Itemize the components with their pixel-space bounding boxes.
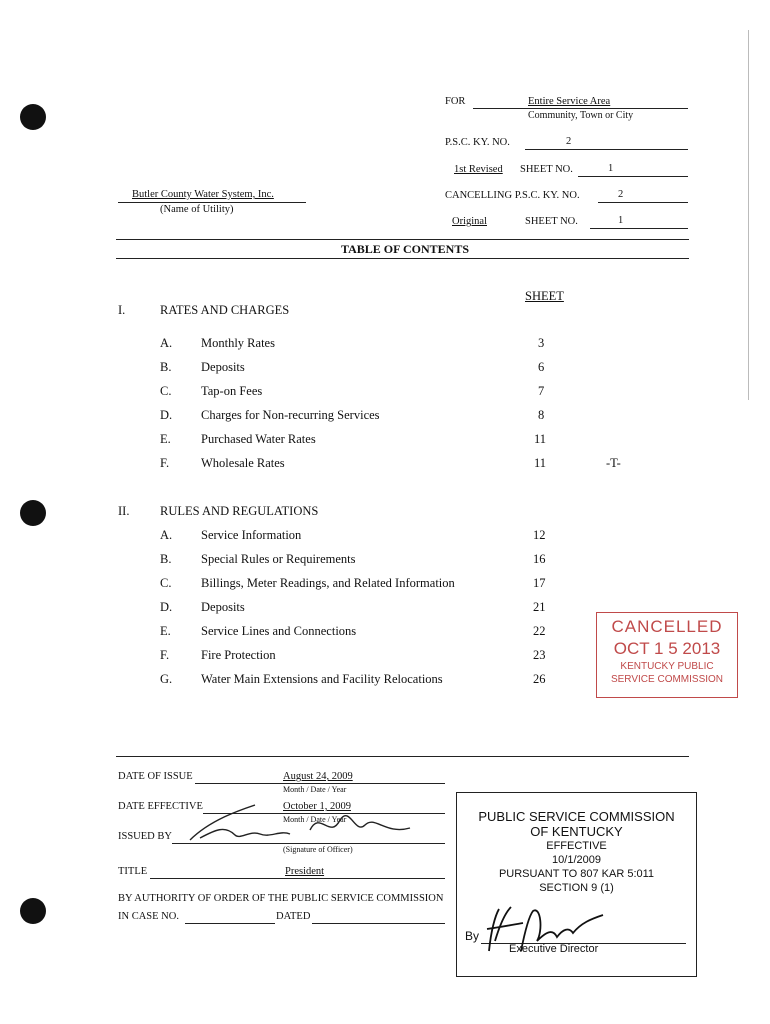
cancelled-stamp-org: KENTUCKY PUBLIC [620,661,714,672]
cancelling-value: 2 [618,189,624,200]
utility-caption: (Name of Utility) [160,204,234,215]
item-text: Deposits [201,360,245,374]
title-value: President [285,866,325,877]
sheet-no-value: 1 [608,163,614,174]
sheet-column-header: SHEET [525,289,564,303]
revised-label: 1st Revised [454,164,503,175]
tariff-change-mark: -T- [606,456,621,470]
psc-pursuant: PURSUANT TO 807 KAR 5:011 [498,868,655,880]
psc-title: PUBLIC SERVICE COMMISSION [478,809,675,824]
item-letter: G. [160,672,173,686]
page-edge-line [748,30,749,400]
item-letter: F. [160,456,170,470]
item-text: Billings, Meter Readings, and Related Information [201,576,455,590]
item-sheet: 21 [533,600,546,614]
cancelling-label: CANCELLING P.S.C. KY. NO. [445,190,580,201]
date-of-issue-caption: Month / Date / Year [283,785,347,794]
psc-director-label: Executive Director [509,943,599,955]
item-letter: D. [160,600,173,614]
date-effective-value: October 1, 2009 [283,801,351,812]
item-letter: B. [160,360,172,374]
item-letter: B. [160,552,172,566]
item-sheet: 17 [533,576,546,590]
item-sheet: 12 [533,528,546,542]
sheet-no-label: SHEET NO. [520,164,573,175]
item-text: Wholesale Rates [201,456,285,470]
psc-section: SECTION 9 (1) [539,882,614,894]
original-label: Original [452,216,487,227]
psc-effective-date: 10/1/2009 [552,854,601,866]
section-title: RATES AND CHARGES [160,303,290,317]
item-sheet: 22 [533,624,546,638]
item-letter: D. [160,408,173,422]
item-text: Purchased Water Rates [201,432,316,446]
item-sheet: 3 [538,336,545,350]
date-of-issue-label: DATE OF ISSUE [118,771,193,782]
section-numeral: I. [118,303,126,317]
item-text: Tap-on Fees [201,384,263,398]
director-signature [481,901,611,961]
signature-caption: (Signature of Officer) [283,845,353,854]
item-text: Monthly Rates [201,336,275,350]
officer-signature [180,800,420,850]
item-sheet: 7 [538,384,545,398]
psc-no-label: P.S.C. KY. NO. [445,137,510,148]
item-letter: C. [160,576,172,590]
psc-no-value: 2 [566,136,572,147]
case-no-label: IN CASE NO. [118,911,179,922]
psc-effective-stamp [456,792,697,977]
psc-by-label: By [465,929,480,943]
for-label: FOR [445,96,466,107]
issued-by-label: ISSUED BY [118,831,172,842]
sheet-no-label-2: SHEET NO. [525,216,578,227]
item-letter: F. [160,648,170,662]
item-sheet: 6 [538,360,545,374]
item-text: Fire Protection [201,648,276,662]
item-letter: C. [160,384,172,398]
date-effective-label: DATE EFFECTIVE [118,801,203,812]
cancelled-stamp-date: OCT 1 5 2013 [613,639,721,658]
section-numeral: II. [118,504,130,518]
item-letter: E. [160,432,171,446]
item-letter: A. [160,336,173,350]
item-text: Special Rules or Requirements [201,552,356,566]
binder-hole-middle [20,500,46,526]
psc-title-2: OF KENTUCKY [530,824,623,839]
for-caption: Community, Town or City [528,110,634,121]
item-letter: A. [160,528,173,542]
date-effective-caption: Month / Date / Year [283,815,347,824]
for-value: Entire Service Area [528,96,611,107]
item-text: Service Lines and Connections [201,624,357,638]
item-sheet: 8 [538,408,545,422]
binder-hole-bottom [20,898,46,924]
cancelled-stamp-title: CANCELLED [611,617,723,636]
date-of-issue-value: August 24, 2009 [283,771,353,782]
dated-label: DATED [276,911,311,922]
psc-effective-label: EFFECTIVE [546,840,607,852]
item-letter: E. [160,624,171,638]
item-text: Service Information [201,528,302,542]
item-text: Charges for Non-recurring Services [201,408,380,422]
sheet-no-value-2: 1 [618,215,624,226]
utility-name: Butler County Water System, Inc. [132,189,274,200]
item-sheet: 11 [534,456,547,470]
binder-hole-top [20,104,46,130]
section-title: RULES AND REGULATIONS [160,504,319,518]
item-sheet: 26 [533,672,546,686]
cancelled-stamp [596,612,738,698]
title-label: TITLE [118,866,148,877]
item-text: Water Main Extensions and Facility Relocations [201,672,443,686]
item-sheet: 11 [534,432,547,446]
item-sheet: 23 [533,648,546,662]
item-sheet: 16 [533,552,546,566]
authority-text: BY AUTHORITY OF ORDER OF THE PUBLIC SERVICE COMMISSION [118,893,444,904]
page-title: TABLE OF CONTENTS [341,242,470,256]
item-text: Deposits [201,600,245,614]
cancelled-stamp-org-2: SERVICE COMMISSION [610,674,724,685]
